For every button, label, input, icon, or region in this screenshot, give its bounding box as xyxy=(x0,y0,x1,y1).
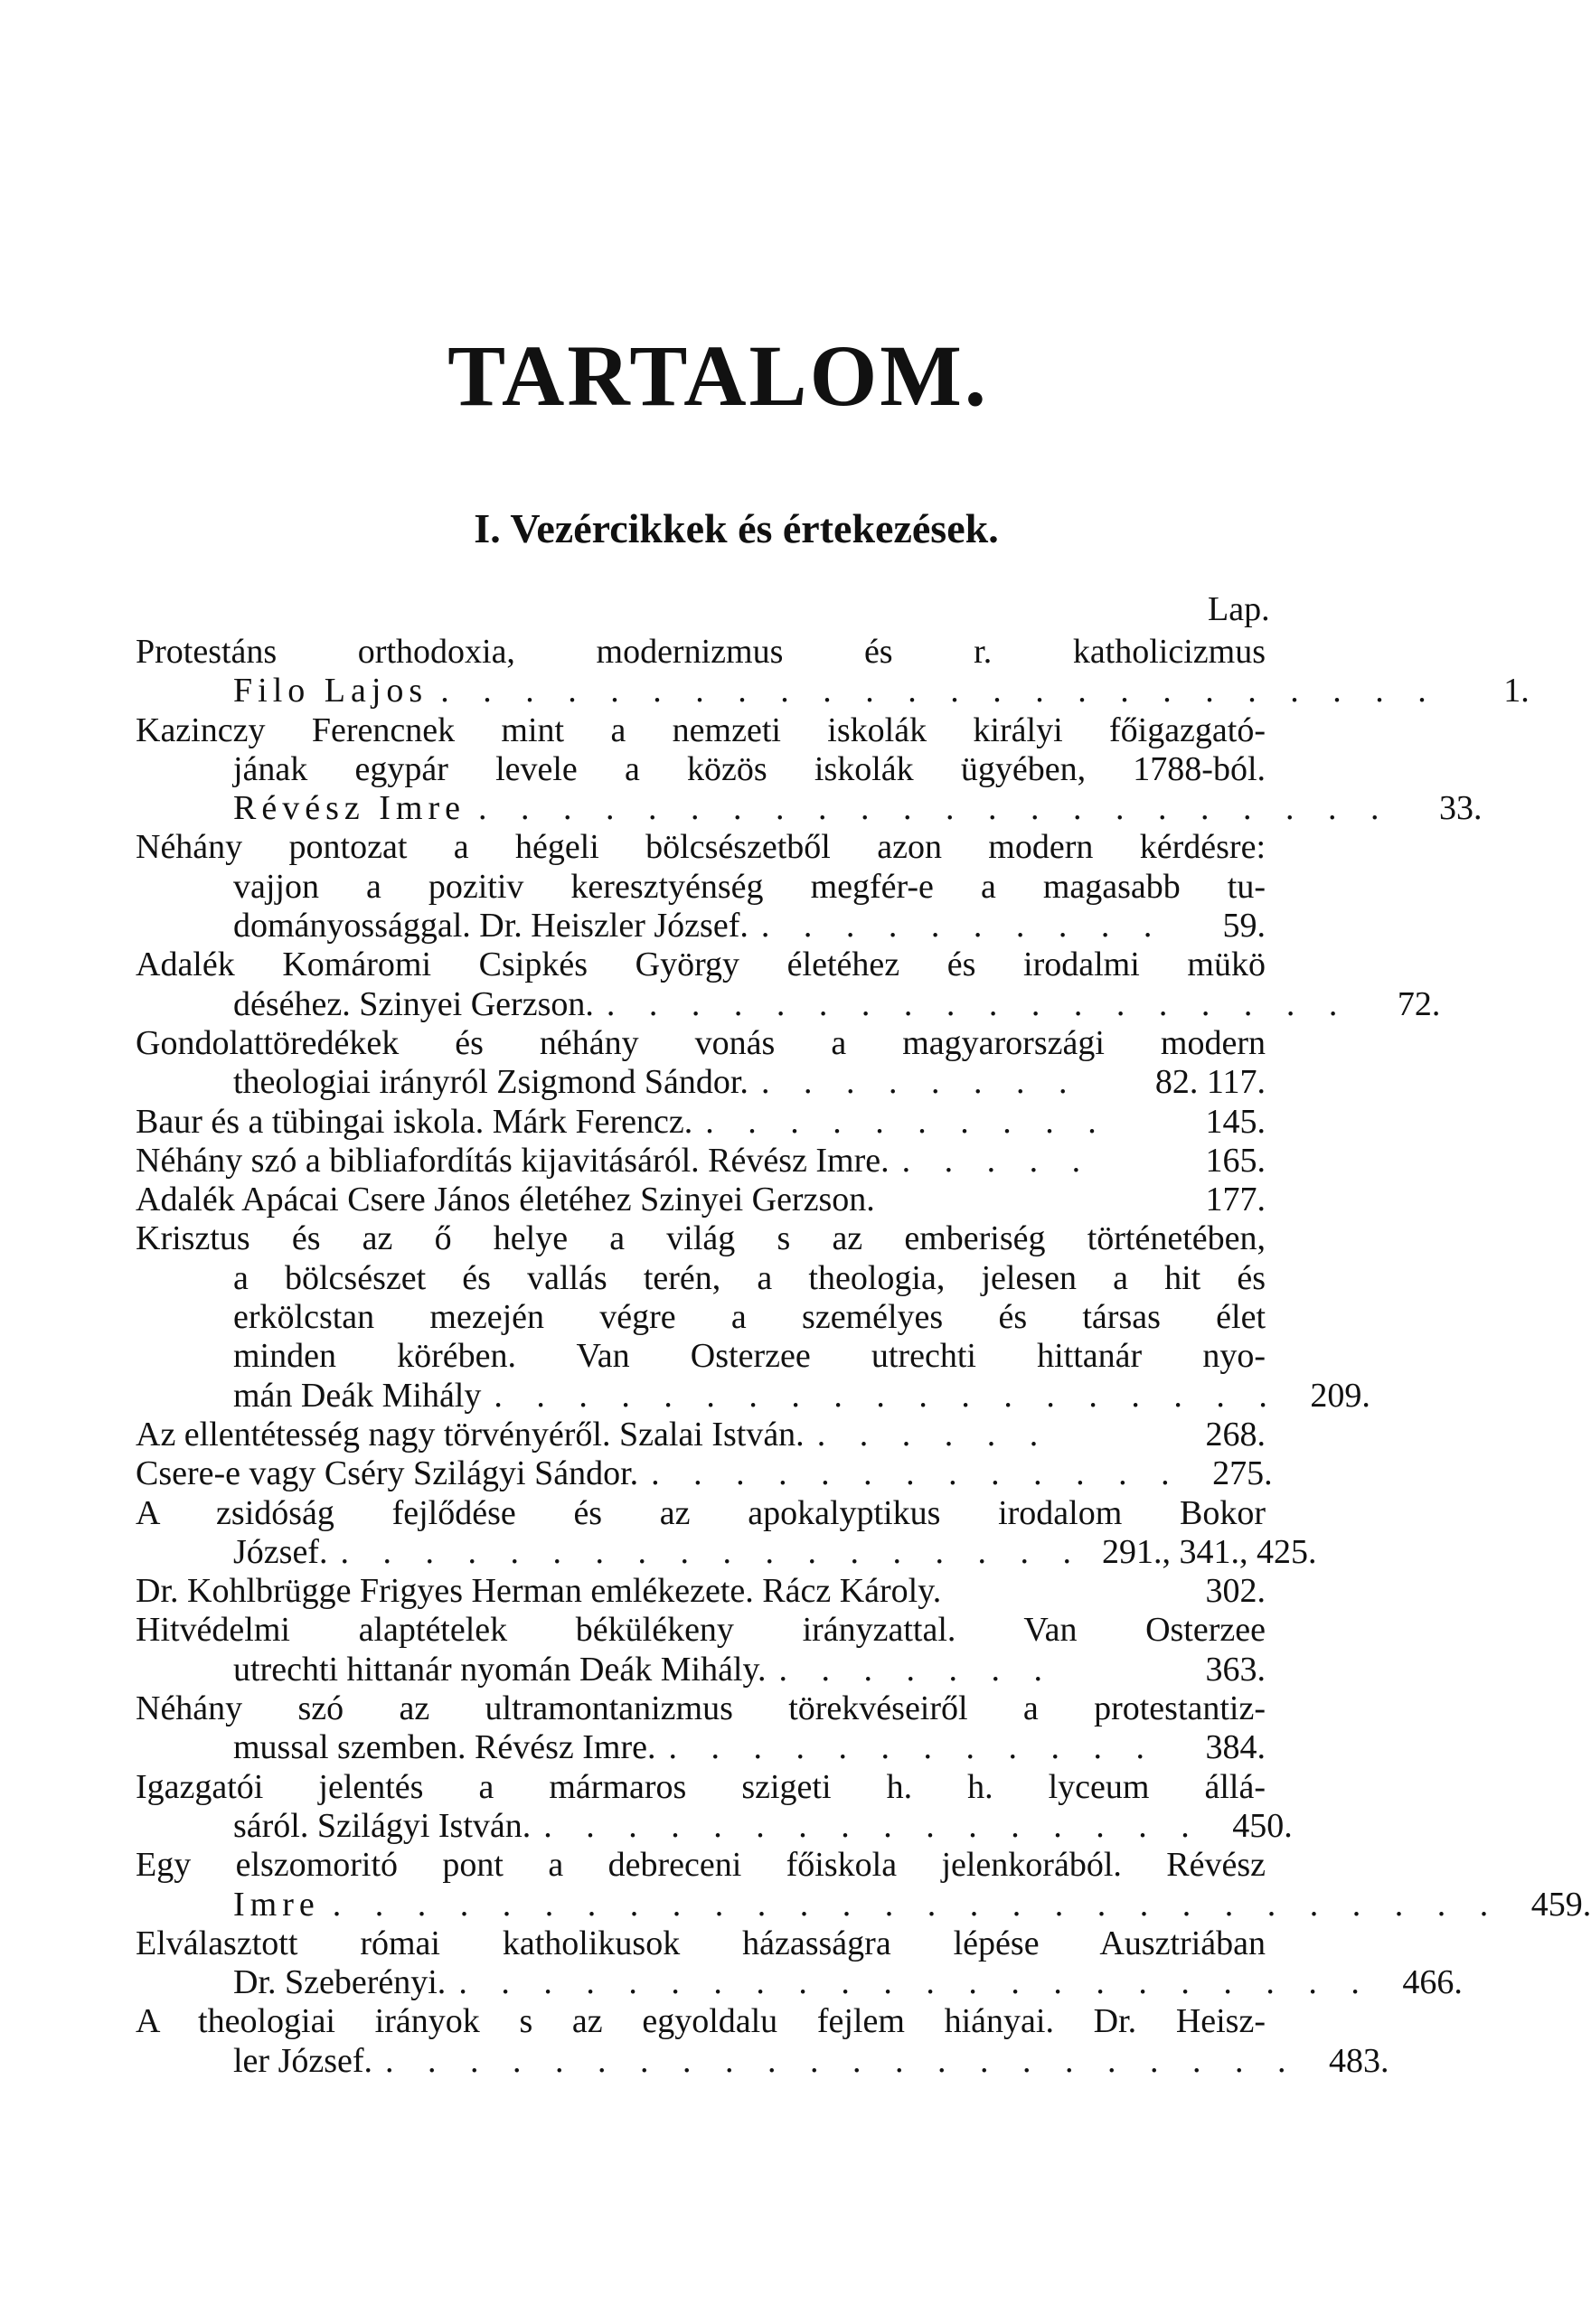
toc-page-number: 275. xyxy=(1212,1454,1273,1493)
toc-leader-dots: . . . . . . . . . . . . . . . . . . xyxy=(606,984,1351,1023)
toc-entry-text: Kazinczy Ferencnek mint a nemzeti iskolák királyi főigazgató- xyxy=(136,710,1266,749)
toc-entry-text: Protestáns orthodoxia, modernizmus és r. katholicizmus xyxy=(136,633,1266,671)
toc-page-number: 483. xyxy=(1329,2041,1389,2080)
toc-entry-text: Elválasztott római katholikusok házasságra lépése Ausztriában xyxy=(136,1924,1266,1962)
toc-entry-text: déséhez. Szinyei Gerzson. xyxy=(233,984,594,1023)
toc-leader-dots: . . . . . . xyxy=(816,1415,1051,1454)
toc-leader-dots: . . . . . . . . . . xyxy=(705,1102,1109,1141)
toc-page-number: 363. xyxy=(1205,1650,1266,1689)
toc-entry-text: theologiai irányról Zsigmond Sándor. xyxy=(233,1063,748,1102)
toc-entry-text: József. xyxy=(233,1532,328,1571)
toc-page-number: 459. xyxy=(1530,1885,1591,1924)
toc-line xyxy=(136,1768,1266,1807)
toc-line xyxy=(136,1259,1266,1298)
toc-entry-text: mussal szemben. Révész Imre. xyxy=(233,1728,656,1767)
toc-line xyxy=(136,1181,1266,1219)
toc-entry-text: erkölcstan mezején végre a személyes és társas élet xyxy=(233,1298,1266,1337)
toc-leader-dots: . . . . . . . . . . . . . xyxy=(651,1454,1182,1493)
page-title: TARTALOM. xyxy=(447,327,989,424)
toc-page-number: 466. xyxy=(1402,1963,1463,2002)
toc-line xyxy=(136,1494,1266,1533)
toc-line xyxy=(136,1963,1463,2002)
toc-leader-dots: . . . . . . . . . . . . . . . . xyxy=(543,1806,1202,1845)
toc-line xyxy=(136,1063,1266,1102)
toc-entry-text: dományossággal. Dr. Heiszler József. xyxy=(233,907,748,946)
toc-line xyxy=(136,828,1266,867)
toc-page-number: 59. xyxy=(1222,907,1266,946)
toc-page-number: 72. xyxy=(1397,984,1441,1023)
toc-line xyxy=(136,1728,1266,1767)
toc-line xyxy=(136,1885,1591,1924)
toc-line xyxy=(136,1376,1370,1416)
toc-line xyxy=(136,1024,1266,1063)
toc-entry-text: Filo Lajos xyxy=(233,672,428,710)
toc-line xyxy=(136,1337,1266,1376)
page-column-label: Lap. xyxy=(1208,590,1270,628)
toc-line xyxy=(136,1532,1317,1572)
toc-line xyxy=(136,984,1441,1024)
toc-line xyxy=(136,1924,1266,1963)
toc-line xyxy=(136,1689,1266,1728)
toc-page-number: 209. xyxy=(1310,1376,1370,1415)
toc-line xyxy=(136,711,1266,750)
toc-entry-text: minden körében. Van Osterzee utrechti hittanár nyo- xyxy=(233,1337,1266,1376)
toc-leader-dots: . . . . . . . . . . . . . . . . . . xyxy=(340,1532,1084,1571)
toc-line xyxy=(136,1611,1266,1650)
toc-entry-text: jának egypár levele a közös iskolák ügyében, 1788-ból. xyxy=(233,749,1266,788)
toc-page-number: 145. xyxy=(1205,1102,1266,1141)
toc-entry-text: Imre xyxy=(233,1885,320,1924)
toc-line xyxy=(136,1103,1266,1142)
toc-page-number: 165. xyxy=(1205,1141,1266,1180)
toc-entry-text: A zsidóság fejlődése és az apokalyptikus irodalom Bokor xyxy=(136,1493,1266,1532)
toc-leader-dots: . . . . . . . . . . . . . . . . . . . . . . xyxy=(458,1963,1372,2002)
toc-entry-text: Hitvédelmi alaptételek békülékeny irányzattal. Van Osterzee xyxy=(136,1611,1266,1650)
toc-entry-text: Dr. Kohlbrügge Frigyes Herman emlékezete. Rácz Károly. xyxy=(136,1572,942,1611)
toc-leader-dots: . . . . . . . . . . . . . . . . . . . . . . . . xyxy=(440,672,1439,710)
toc-line xyxy=(136,1142,1266,1181)
toc-page-number: 33. xyxy=(1438,789,1483,828)
toc-page-number: 291., 341., 425. xyxy=(1101,1532,1317,1571)
table-of-contents xyxy=(136,633,1591,2081)
toc-entry-text: Gondolattöredékek és néhány vonás a magyarországi modern xyxy=(136,1023,1266,1062)
toc-leader-dots: . . . . . . . . xyxy=(760,1063,1080,1102)
toc-line xyxy=(136,2002,1266,2041)
section-heading: I. Vezércikkek és értekezések. xyxy=(474,505,999,551)
toc-entry-text: A theologiai irányok s az egyoldalu fejlem hiányai. Dr. Heisz- xyxy=(136,2002,1266,2041)
toc-entry-text: Dr. Szeberényi. xyxy=(233,1963,447,2002)
toc-entry-text: Egy elszomoritó pont a debreceni főiskola jelenkorából. Révész xyxy=(136,1846,1266,1885)
toc-page-number: 268. xyxy=(1205,1415,1266,1454)
toc-line xyxy=(136,633,1266,672)
toc-page-number: 82. 117. xyxy=(1154,1063,1266,1102)
toc-leader-dots: . . . . . . . . . . . . xyxy=(668,1728,1157,1767)
toc-entry-text: Adalék Apácai Csere János életéhez Szinyei Gerzson. xyxy=(136,1181,875,1219)
toc-page-number: 384. xyxy=(1205,1728,1266,1767)
toc-line xyxy=(136,789,1483,828)
toc-line xyxy=(136,1846,1266,1885)
toc-leader-dots: . . . . . . . . . . . . . . . . . . . . . . . . . . . . xyxy=(332,1885,1502,1924)
toc-entry-text: Az ellentétesség nagy törvényéről. Szalai István. xyxy=(136,1415,805,1454)
toc-entry-text: Krisztus és az ő helye a világ s az emberiség történetében, xyxy=(136,1219,1266,1258)
toc-entry-text: Néhány szó a bibliafordítás kijavitásáról. Révész Imre. xyxy=(136,1141,890,1180)
toc-page-number: 302. xyxy=(1205,1572,1266,1611)
toc-entry-text: Csere-e vagy Cséry Szilágyi Sándor. xyxy=(136,1454,639,1493)
toc-entry-text: Révész Imre xyxy=(233,789,466,828)
toc-line xyxy=(136,672,1530,710)
toc-line xyxy=(136,750,1266,789)
toc-leader-dots: . . . . . . . xyxy=(778,1650,1056,1689)
toc-entry-text: Néhány pontozat a hégeli bölcsészetből azon modern kérdésre: xyxy=(136,828,1266,867)
toc-line xyxy=(136,1651,1266,1689)
toc-leader-dots: . . . . . . . . . . . . . . . . . . . . . . xyxy=(477,789,1392,828)
toc-line xyxy=(136,1806,1293,1846)
toc-leader-dots: . . . . . . . . . . . . . . . . . . . . . . xyxy=(385,2041,1299,2080)
toc-leader-dots: . . . . . xyxy=(901,1141,1094,1180)
toc-line xyxy=(136,907,1266,946)
toc-page-number: 1. xyxy=(1503,672,1530,710)
toc-line xyxy=(136,946,1266,984)
toc-entry-text: sáról. Szilágyi István. xyxy=(233,1806,532,1845)
toc-leader-dots: . . . . . . . . . . . . . . . . . . . xyxy=(494,1376,1280,1415)
toc-line xyxy=(136,1298,1266,1337)
toc-entry-text: utrechti hittanár nyomán Deák Mihály. xyxy=(233,1650,767,1689)
toc-line xyxy=(136,1454,1273,1493)
toc-line xyxy=(136,1416,1266,1454)
toc-line xyxy=(136,2041,1389,2081)
toc-entry-text: Néhány szó az ultramontanizmus törekvéseiről a protestantiz- xyxy=(136,1689,1266,1728)
toc-entry-text: a bölcsészet és vallás terén, a theologia, jelesen a hit és xyxy=(233,1258,1266,1297)
toc-page-number: 450. xyxy=(1232,1806,1293,1845)
toc-line xyxy=(136,1219,1266,1258)
toc-entry-text: ler József. xyxy=(233,2041,373,2080)
toc-page-number: 177. xyxy=(1205,1181,1266,1219)
toc-line xyxy=(136,1572,1266,1611)
toc-line xyxy=(136,868,1266,907)
toc-entry-text: Baur és a tübingai iskola. Márk Ferencz. xyxy=(136,1102,693,1141)
toc-entry-text: vajjon a pozitiv keresztyénség megfér-e a magasabb tu- xyxy=(233,867,1266,906)
toc-leader-dots: . . . . . . . . . . xyxy=(760,907,1165,946)
toc-entry-text: Adalék Komáromi Csipkés György életéhez és irodalmi mükö xyxy=(136,946,1266,984)
toc-entry-text: mán Deák Mihály xyxy=(233,1376,482,1415)
toc-entry-text: Igazgatói jelentés a mármaros szigeti h. h. lyceum állá- xyxy=(136,1767,1266,1806)
